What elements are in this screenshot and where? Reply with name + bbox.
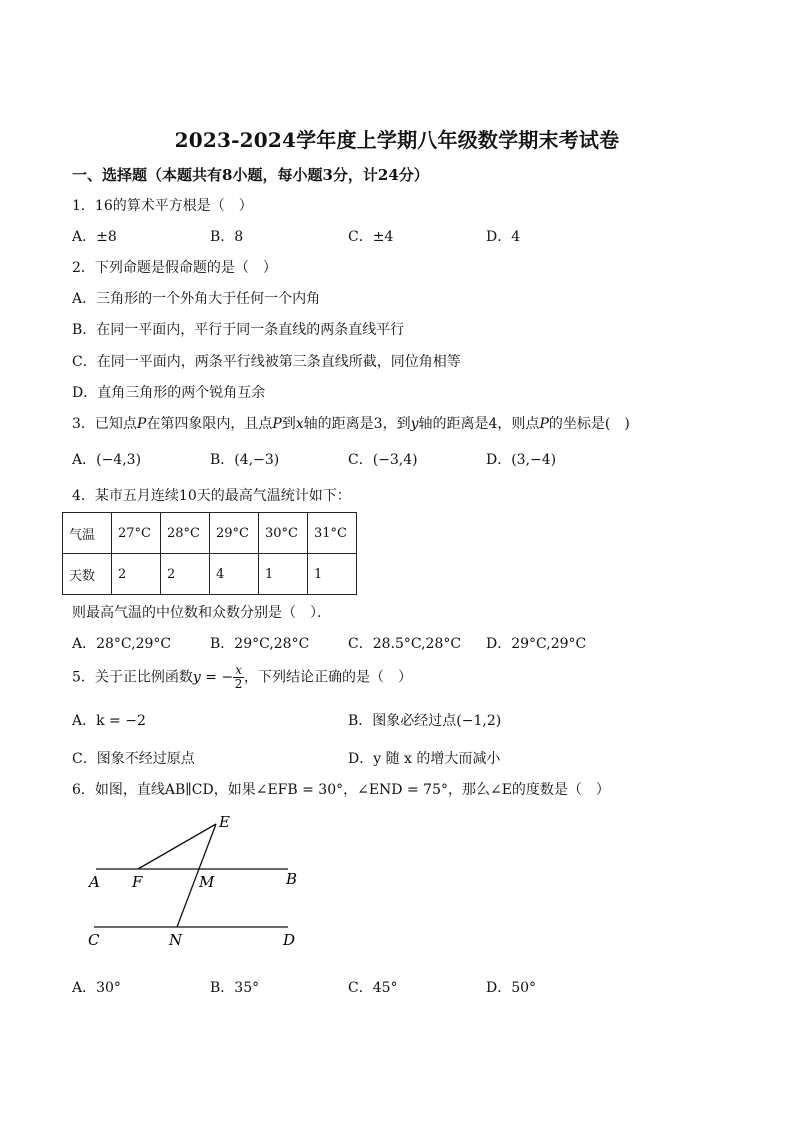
q5-fraction: [233, 664, 244, 691]
label-f: F: [132, 873, 143, 891]
q3-text: 3．已知点: [72, 416, 137, 432]
q4-option-c: C．28.5°C,28°C: [348, 636, 462, 652]
q3-text: 到: [281, 416, 296, 432]
q2-option-d: D．直角三角形的两个锐角互余: [72, 385, 266, 401]
segment-fe: [138, 824, 216, 869]
q3-var-x: x: [295, 416, 304, 432]
question-1-stem: 1．16的算术平方根是（ ）: [72, 198, 253, 214]
q1-option-c: C．±4: [348, 229, 394, 245]
q5-option-b: B．图象必经过点(−1,2): [348, 713, 502, 729]
q2-option-b: B．在同一平面内，平行于同一条直线的两条直线平行: [72, 322, 405, 338]
table-cell: 4: [210, 554, 259, 595]
q5-option-c: C．图象不经过原点: [72, 751, 195, 767]
q5-text: ，下列结论正确的是（ ）: [243, 669, 412, 686]
table-cell: 天数: [63, 554, 112, 595]
table-cell: 30°C: [259, 513, 308, 554]
q5-text: 5．关于正比例函数: [72, 669, 193, 686]
q2-option-a: A．三角形的一个外角大于任何一个内角: [72, 291, 321, 307]
q3-option-a: A．(−4,3): [72, 452, 142, 468]
q1-option-a: A．±8: [72, 229, 117, 245]
label-e: E: [219, 813, 230, 831]
label-d: D: [283, 931, 296, 949]
temperature-table: [62, 512, 357, 595]
table-cell: 27°C: [112, 513, 161, 554]
table-cell: 1: [308, 554, 357, 595]
q2-option-c: C．在同一平面内，两条平行线被第三条直线所截，同位角相等: [72, 354, 461, 370]
q3-var-p: P: [136, 416, 147, 432]
table-row: [63, 513, 357, 554]
table-cell: 28°C: [161, 513, 210, 554]
q3-text: 在第四象限内，且点: [146, 416, 273, 432]
question-2-stem: 2．下列命题是假命题的是（ ）: [72, 260, 277, 276]
q3-option-c: C．(−3,4): [348, 452, 418, 468]
q4-option-a: A．28°C,29°C: [72, 636, 172, 652]
question-5-stem: [72, 664, 412, 691]
q3-var-p: P: [539, 416, 549, 432]
q3-option-d: D．(3,−4): [486, 452, 557, 468]
table-row: [63, 554, 357, 595]
q6-option-d: D．50°: [486, 980, 537, 996]
label-c: C: [88, 931, 100, 949]
page-title: 2023-2024学年度上学期八年级数学期末考试卷: [174, 128, 620, 152]
q3-var-p: P: [272, 416, 282, 432]
table-cell: 29°C: [210, 513, 259, 554]
question-3-stem: [72, 414, 630, 434]
q6-option-c: C．45°: [348, 980, 398, 996]
q6-option-b: B．35°: [210, 980, 260, 996]
table-cell: 1: [259, 554, 308, 595]
table-cell: 气温: [63, 513, 112, 554]
q5-fraction-numerator: x: [235, 663, 242, 677]
q6-option-a: A．30°: [72, 980, 121, 996]
q5-fraction-denominator: 2: [234, 677, 243, 691]
question-4-stem: 4．某市五月连续10天的最高气温统计如下：: [72, 488, 351, 504]
table-cell: 2: [112, 554, 161, 595]
q5-option-a: A．k = −2: [72, 713, 146, 729]
q4-option-d: D．29°C,29°C: [486, 636, 587, 652]
table-cell: 2: [161, 554, 210, 595]
table-cell: 31°C: [308, 513, 357, 554]
q3-text: 轴的距离是3，到: [303, 416, 411, 432]
label-m: M: [199, 873, 215, 891]
parallel-lines-figure: [80, 805, 320, 955]
label-n: N: [169, 931, 183, 949]
q3-text: 的坐标是( ): [548, 416, 630, 432]
question-4-follow: 则最高气温的中位数和众数分别是（ ）．: [72, 605, 331, 621]
q1-option-d: D．4: [486, 229, 521, 245]
q3-text: 轴的距离是4，则点: [418, 416, 540, 432]
label-b: B: [286, 870, 298, 888]
question-6-stem: 6．如图，直线AB∥CD，如果∠EFB = 30°，∠END = 75°，那么∠E的度数是（ ）: [72, 782, 610, 798]
q4-option-b: B．29°C,28°C: [210, 636, 310, 652]
section-heading: 一、选择题（本题共有8小题，每小题3分，计24分）: [72, 166, 429, 184]
label-a: A: [89, 873, 100, 891]
q1-option-b: B．8: [210, 229, 244, 245]
q5-function-lhs: y = −: [192, 669, 234, 686]
q3-option-b: B．(4,−3): [210, 452, 280, 468]
q5-option-d: D．y 随 x 的增大而减小: [348, 751, 501, 767]
q3-var-y: y: [410, 416, 419, 432]
